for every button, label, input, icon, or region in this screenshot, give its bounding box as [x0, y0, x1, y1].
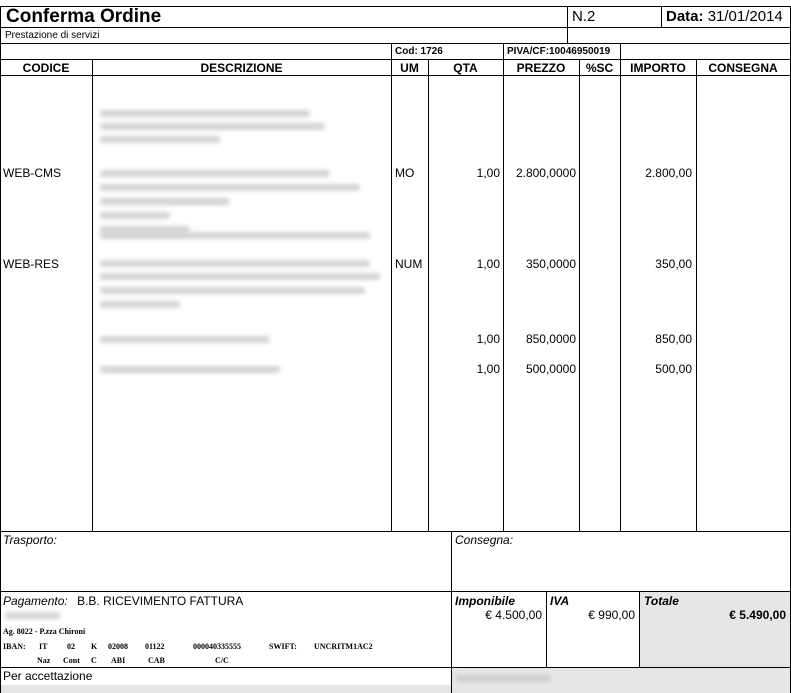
- column-header-importo: IMPORTO: [630, 61, 686, 75]
- iban-label: IBAN:: [3, 642, 26, 651]
- column-header-consegna: CONSEGNA: [708, 61, 778, 75]
- row-1-qta: 1,00: [476, 166, 500, 180]
- row-3-qta: 1,00: [476, 332, 500, 346]
- consegna-label: Consegna:: [455, 533, 514, 547]
- order-number: N.2: [572, 8, 596, 25]
- row-4-importo: 500,00: [655, 362, 692, 376]
- column-header-codice: CODICE: [22, 61, 70, 75]
- column-header-um: UM: [400, 61, 419, 75]
- iban-caption-c: C: [91, 656, 97, 665]
- totale-value: € 5.490,00: [729, 608, 786, 622]
- row-2-um: NUM: [395, 257, 423, 271]
- row-2-importo: 350,00: [655, 257, 692, 271]
- row-4-prezzo: 500,0000: [525, 362, 576, 376]
- row-3-prezzo: 850,0000: [525, 332, 576, 346]
- column-header-prezzo: PREZZO: [516, 61, 566, 75]
- iban-abi: 02008: [108, 642, 128, 651]
- column-header-sc: %SC: [585, 61, 614, 75]
- redacted-description-3: [100, 336, 270, 343]
- iban-naz: IT: [39, 642, 48, 651]
- iva-label: IVA: [550, 594, 570, 608]
- row-2-qta: 1,00: [476, 257, 500, 271]
- swift-value: UNCRITM1AC2: [314, 642, 373, 651]
- row-1-importo: 2.800,00: [645, 166, 692, 180]
- iban-cab: 01122: [145, 642, 165, 651]
- swift-label: SWIFT:: [269, 642, 297, 651]
- iban-caption-cab: CAB: [148, 656, 165, 665]
- row-3-importo: 850,00: [655, 332, 692, 346]
- iban-cc: 000040335555: [193, 642, 241, 651]
- column-header-qta: QTA: [453, 61, 478, 75]
- accettazione-label: Per accettazione: [3, 669, 93, 683]
- redacted-signature: [456, 675, 551, 682]
- iban-caption-abi: ABI: [111, 656, 126, 665]
- document-subtitle: Prestazione di servizi: [5, 30, 100, 41]
- row-1-prezzo: 2.800,0000: [515, 166, 576, 180]
- pagamento-label: Pagamento:: [3, 594, 68, 608]
- redacted-description-4: [100, 366, 280, 373]
- iban-caption-naz: Naz: [37, 656, 51, 665]
- date-value: 31/01/2014: [707, 8, 783, 25]
- row-1-code: WEB-CMS: [3, 166, 61, 180]
- row-2-code: WEB-RES: [3, 257, 60, 271]
- pagamento-field: [3, 594, 243, 608]
- pagamento-value: B.B. RICEVIMENTO FATTURA: [77, 594, 244, 608]
- bottom-left-background: [0, 685, 452, 693]
- column-header-descrizione: DESCRIZIONE: [200, 61, 283, 75]
- trasporto-label: Trasporto:: [3, 533, 57, 547]
- row-1-um: MO: [395, 166, 415, 180]
- iva-value: € 990,00: [588, 608, 635, 622]
- date-field: [666, 8, 783, 25]
- iban-caption-cc: C/C: [215, 656, 229, 665]
- iban-cin: K: [91, 642, 98, 651]
- imponibile-value: € 4.500,00: [485, 608, 542, 622]
- iban-caption-cont: Cont: [63, 656, 80, 665]
- date-label: Data:: [666, 8, 704, 25]
- piva-label: PIVA/CF:10046950019: [507, 46, 611, 57]
- redacted-bank-name: [5, 612, 60, 619]
- row-4-qta: 1,00: [476, 362, 500, 376]
- agency-text: Ag. 8022 - P.zza Chironi: [3, 627, 86, 636]
- imponibile-label: Imponibile: [455, 594, 515, 608]
- cod-label: Cod: 1726: [395, 46, 443, 57]
- row-2-prezzo: 350,0000: [525, 257, 576, 271]
- totale-label: Totale: [644, 594, 679, 608]
- iban-cont: 02: [67, 642, 75, 651]
- document-title: Conferma Ordine: [6, 6, 162, 27]
